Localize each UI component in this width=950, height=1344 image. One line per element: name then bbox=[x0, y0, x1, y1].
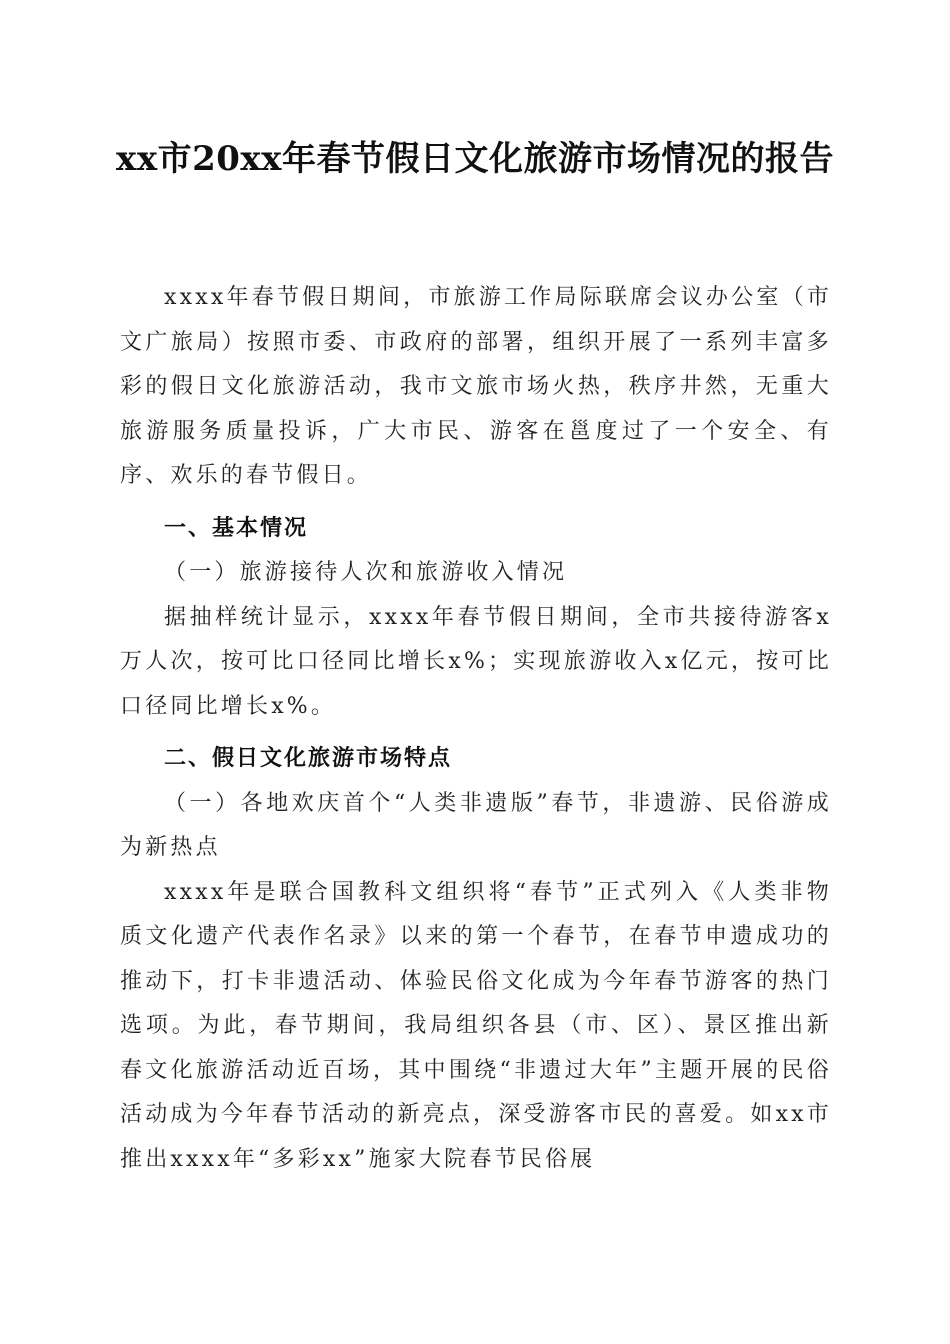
document-body bbox=[120, 276, 832, 1182]
document-title: xx市20xx年春节假日文化旅游市场情况的报告 bbox=[116, 139, 834, 179]
section-1-heading: 一、基本情况 bbox=[164, 515, 309, 541]
section-1-paragraph-1: 据抽样统计显示，xxxx年春节假日期间，全市共接待游客x万人次，按可比口径同比增长x%；实现旅游收入x亿元，按可比口径同比增长x%。 bbox=[120, 604, 832, 719]
section-2-heading: 二、假日文化旅游市场特点 bbox=[164, 746, 453, 771]
spacer bbox=[120, 499, 832, 507]
section-2-paragraph-1: xxxx年是联合国教科文组织将“春节”正式列入《人类非物质文化遗产代表作名录》以来的第一个春节，在春节申遗成功的推动下，打卡非遗活动、体验民俗文化成为今年春节游客的热门选项。为此，春节期间，我局组织各县（市、区）、景区推出新春文化旅游活动近百场，其中围绕“非遗过大年”主题开展的民俗活动成为今年春节活动的新亮点，深受游客市民的喜爱。如xx市推出xxxx年“多彩xx”施家大院春节民俗展 bbox=[120, 879, 832, 1172]
section-2-subheading-1: （一）各地欢庆首个“人类非遗版”春节，非遗游、民俗游成为新热点 bbox=[120, 790, 832, 860]
section-1-subheading-1: （一）旅游接待人次和旅游收入情况 bbox=[164, 560, 568, 585]
intro-paragraph: xxxx年春节假日期间，市旅游工作局际联席会议办公室（市文广旅局）按照市委、市政府的部署，组织开展了一系列丰富多彩的假日文化旅游活动，我市文旅市场火热，秩序井然，无重大旅游服务质量投诉，广大市民、游客在邕度过了一个安全、有序、欢乐的春节假日。 bbox=[120, 285, 832, 488]
spacer bbox=[120, 729, 832, 737]
